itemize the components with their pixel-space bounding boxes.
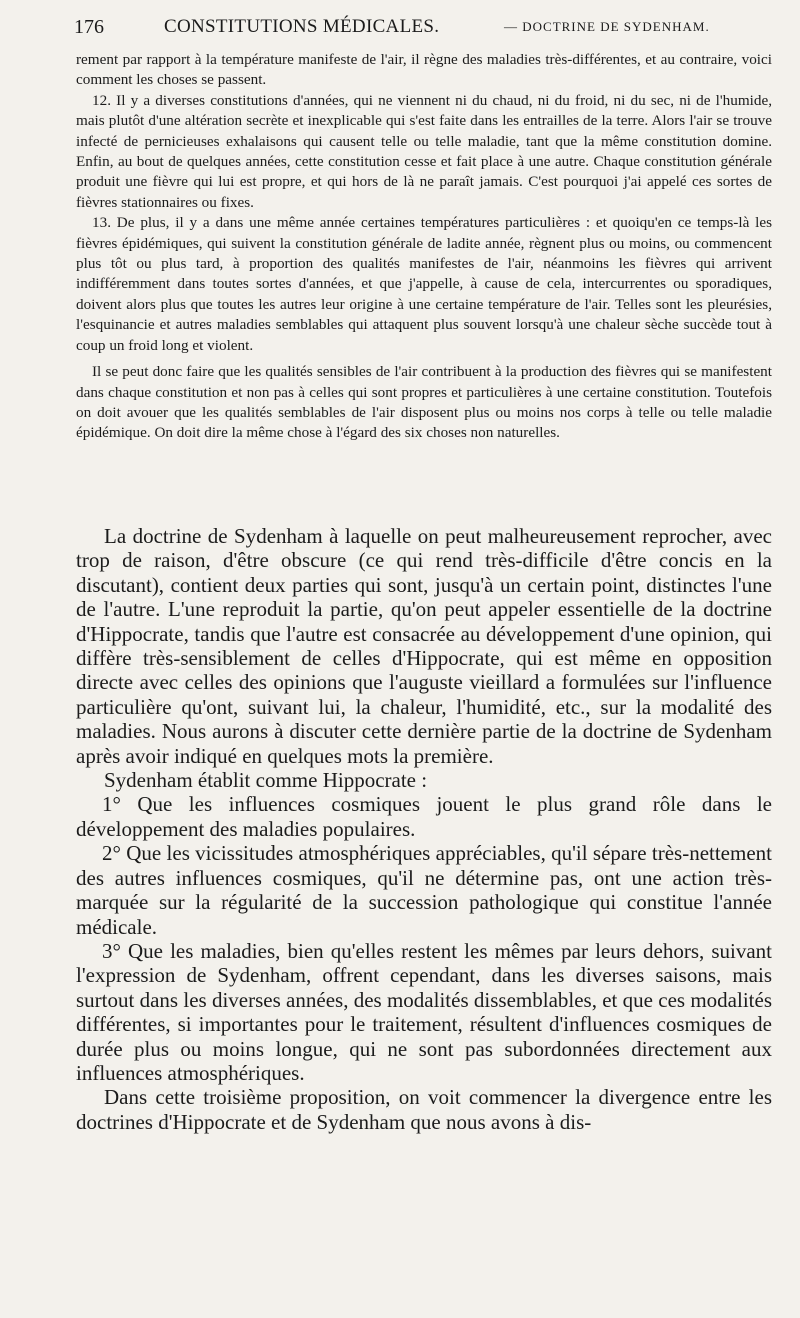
paragraph: 13. De plus, il y a dans une même année certaines températures particulières : et quoiqu'en ce temps-là les fièvres épidémiques, qui suivent la constitution générale de ladite année, règnent plus ou moins, ou commencent plus tôt ou plus tard, à proportion des qualités manifestes de l'air, néanmoins les fièvres qui arrivent indifféremment dans toutes sortes d'années, et que j'appelle, à cause de cela, intercurrentes ou sporadiques, doivent alors plus que toutes les autres leur origine à une certaine température de l'air. Telles sont les pleurésies, l'esquinancie et autres maladies semblables qui attaquent plus souvent lorsqu'à une chaleur sèche succède tout à coup un froid long et violent. — [76, 214, 772, 354]
running-header — [74, 16, 774, 40]
list-item: 2° Que les vicissitudes atmosphériques appréciables, qu'il sépare très-nettement des autres influences cosmiques, qu'il ne détermine pas, ont une action très-marquée sur la régularité de la succession pathologique qui constitue l'année médicale. — [76, 841, 772, 939]
paragraph: Sydenham établit comme Hippocrate : — [104, 768, 428, 793]
main-text — [76, 524, 772, 1134]
quoted-passage — [76, 50, 772, 444]
paragraph: 12. Il y a diverses constitutions d'années, qui ne viennent ni du chaud, ni du froid, ni du sec, ni de l'humide, mais plutôt d'une altération secrète et inexplicable qui s'est faite dans les entrailles de la terre. Alors l'air se trouve infecté de pernicieuses exhalaisons qui causent telle ou telle maladie, tant que la même constitution domine. Enfin, au bout de quelques années, cette constitution cesse et fait place à une autre. Chaque constitution générale produit une fièvre qui lui est propre, et qui hors de là ne paraît jamais. C'est pourquoi j'ai appelé ces sortes de fièvres stationnaires ou fixes. — [76, 91, 772, 211]
paragraph: La doctrine de Sydenham à laquelle on peut malheureusement reprocher, avec trop de raison, d'être obscure (ce qui rend très-difficile d'être concis en la discutant), contient deux parties qui sont, jusqu'à un certain point, distinctes l'une de l'autre. L'une reproduit la partie, qu'on peut appeler essentielle de la doctrine d'Hippocrate, tandis que l'autre est consacrée au développement d'une opinion, qui diffère très-sensiblement de celles d'Hippocrate, qui est même en opposition directe avec celles des opinions que l'auguste vieillard a formulées sur l'influence particulière qu'ont, suivant lui, la chaleur, l'humidité, etc., sur la modalité des maladies. Nous aurons à discuter cette dernière partie de la doctrine de Sydenham après avoir indiqué en quelques mots la première. — [76, 524, 772, 768]
page-number: 176 — [74, 16, 104, 38]
paragraph: rement par rapport à la température manifeste de l'air, il règne des maladies très-différentes, et au contraire, voici comment les choses se passent. — [76, 51, 772, 89]
list-item: 3° Que les maladies, bien qu'elles restent les mêmes par leurs dehors, suivant l'expression de Sydenham, offrent cependant, dans les diverses saisons, mais surtout dans les diverses années, des modalités dissemblables, et que ces modalités différentes, si importantes pour le traitement, résultent d'influences cosmiques de durée plus ou moins longue, qui ne sont pas subordonnées directement aux influences atmosphériques. — [76, 938, 772, 1085]
paragraph: Il se peut donc faire que les qualités sensibles de l'air contribuent à la production des fièvres qui se manifestent dans chaque constitution et non pas à celles qui sont propres et particulières à une certaine constitution. Toutefois on doit avouer que les qualités semblables de l'air disposent plus ou moins nos corps à telle ou telle maladie épidémique. On doit dire la même chose à l'égard des six choses non naturelles. — [76, 363, 772, 442]
header-subtitle: — DOCTRINE DE SYDENHAM. — [504, 19, 710, 34]
paragraph: Dans cette troisième proposition, on voit commencer la divergence entre les doctrines d'Hippocrate et de Sydenham que nous avons à dis- — [76, 1085, 772, 1134]
list-item: 1° Que les influences cosmiques jouent le plus grand rôle dans le développement des maladies populaires. — [76, 792, 772, 841]
header-title: CONSTITUTIONS MÉDICALES. — [164, 16, 440, 37]
